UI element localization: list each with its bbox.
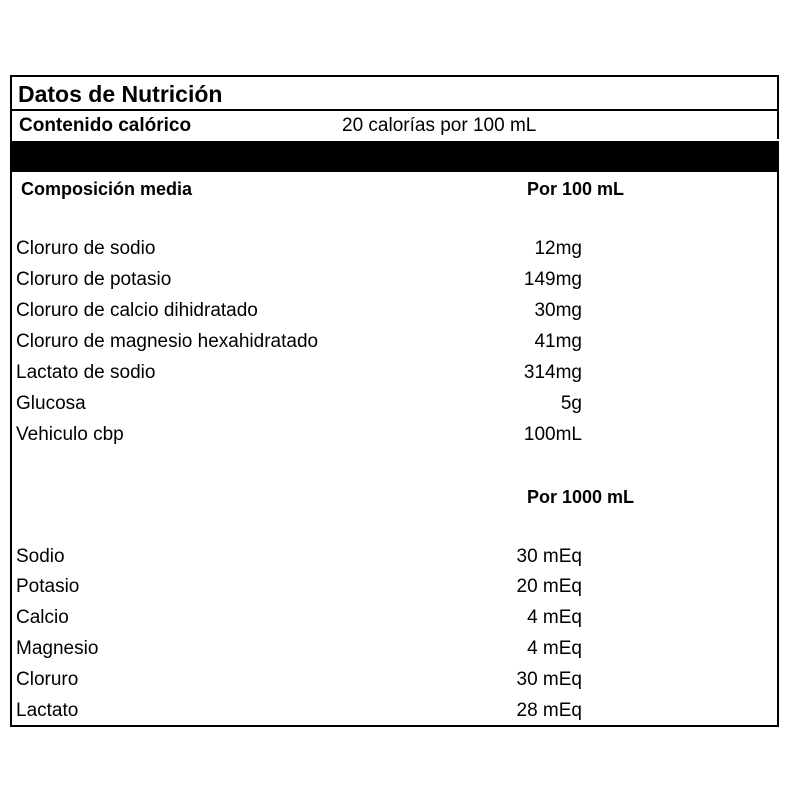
composition-row-label: Lactato de sodio xyxy=(16,362,156,383)
electrolyte-row-value: 20 mEq xyxy=(516,576,582,597)
composition-row-label: Cloruro de potasio xyxy=(16,269,172,290)
per-1000ml-heading: Por 1000 mL xyxy=(527,487,635,507)
electrolyte-row-value: 4 mEq xyxy=(527,607,582,628)
electrolyte-row-label: Sodio xyxy=(16,546,65,567)
separator-notch xyxy=(714,139,779,141)
electrolyte-row-value: 30 mEq xyxy=(516,669,582,690)
composition-row-label: Cloruro de sodio xyxy=(16,238,156,259)
electrolyte-row-value: 30 mEq xyxy=(516,546,582,567)
calorie-row xyxy=(12,111,777,141)
electrolyte-row-label: Calcio xyxy=(16,607,69,628)
per-100ml-heading: Por 100 mL xyxy=(527,179,625,199)
composition-row-value: 149mg xyxy=(523,269,582,290)
composition-row-value: 12mg xyxy=(534,238,582,259)
panel-title: Datos de Nutrición xyxy=(18,81,223,107)
composition-row-label: Cloruro de calcio dihidratado xyxy=(16,300,258,321)
electrolyte-row-label: Lactato xyxy=(16,700,79,721)
electrolyte-row-label: Magnesio xyxy=(16,638,99,659)
electrolyte-row-value: 28 mEq xyxy=(516,700,582,721)
title-row xyxy=(12,77,777,111)
composition-row-value: 100mL xyxy=(523,424,582,445)
separator-bar xyxy=(12,141,777,172)
composition-row-label: Glucosa xyxy=(16,393,86,414)
electrolyte-row-value: 4 mEq xyxy=(527,638,582,659)
electrolyte-row-label: Potasio xyxy=(16,576,80,597)
composition-row-value: 30mg xyxy=(534,300,582,321)
nutrition-facts-panel xyxy=(10,75,779,727)
composition-row-value: 41mg xyxy=(534,331,582,352)
composition-row-label: Vehiculo cbp xyxy=(16,424,124,445)
electrolyte-row-label: Cloruro xyxy=(16,669,79,690)
composition-row-label: Cloruro de magnesio hexahidratado xyxy=(16,331,319,352)
composition-heading: Composición media xyxy=(21,179,193,199)
calorie-label: Contenido calórico xyxy=(19,115,192,136)
composition-row-value: 314mg xyxy=(523,362,582,383)
composition-row-value: 5g xyxy=(560,393,582,414)
calorie-value: 20 calorías por 100 mL xyxy=(342,115,537,136)
